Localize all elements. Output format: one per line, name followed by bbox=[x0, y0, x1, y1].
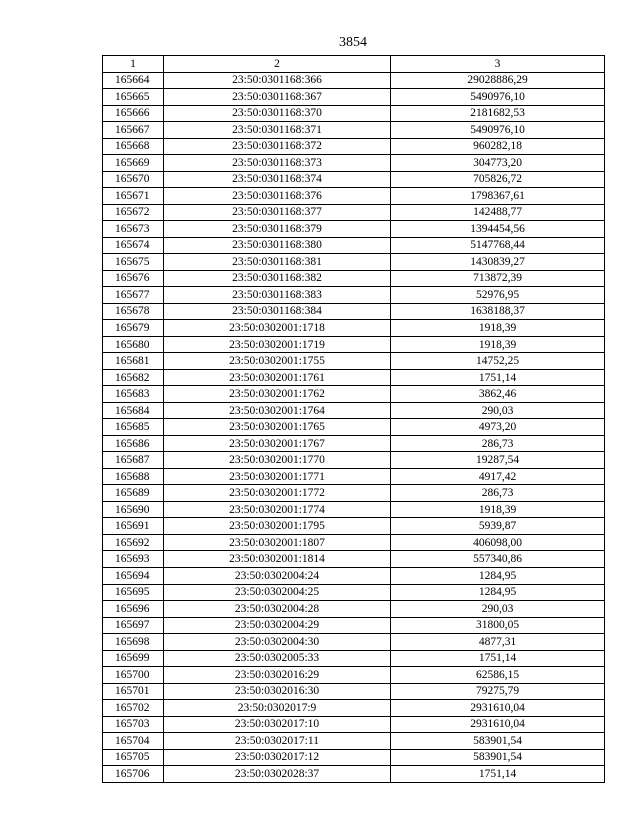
cadastral-value-cell: 3862,46 bbox=[391, 386, 605, 403]
cadastral-value-cell: 960282,18 bbox=[391, 138, 605, 155]
cadastral-value-cell: 1918,39 bbox=[391, 320, 605, 337]
row-number-cell: 165689 bbox=[103, 485, 164, 502]
row-number-cell: 165680 bbox=[103, 336, 164, 353]
row-number-cell: 165700 bbox=[103, 667, 164, 684]
table-row bbox=[103, 749, 605, 766]
cadastral-number-cell: 23:50:0302004:28 bbox=[164, 601, 391, 618]
table-row bbox=[103, 501, 605, 518]
cadastral-number-cell: 23:50:0301168:372 bbox=[164, 138, 391, 155]
cadastral-value-cell: 1284,95 bbox=[391, 567, 605, 584]
row-number-cell: 165679 bbox=[103, 320, 164, 337]
cadastral-number-cell: 23:50:0302001:1795 bbox=[164, 518, 391, 535]
cadastral-value-cell: 290,03 bbox=[391, 402, 605, 419]
table-row bbox=[103, 700, 605, 717]
cadastral-number-cell: 23:50:0302028:37 bbox=[164, 766, 391, 783]
cadastral-number-cell: 23:50:0301168:381 bbox=[164, 254, 391, 271]
table-row bbox=[103, 303, 605, 320]
cadastral-number-cell: 23:50:0301168:376 bbox=[164, 188, 391, 205]
row-number-cell: 165702 bbox=[103, 700, 164, 717]
cadastral-value-cell: 290,03 bbox=[391, 601, 605, 618]
table-row bbox=[103, 733, 605, 750]
row-number-cell: 165685 bbox=[103, 419, 164, 436]
table-row bbox=[103, 155, 605, 172]
row-number-cell: 165681 bbox=[103, 353, 164, 370]
cadastral-number-cell: 23:50:0302004:29 bbox=[164, 617, 391, 634]
cadastral-number-cell: 23:50:0302004:30 bbox=[164, 634, 391, 651]
cadastral-number-cell: 23:50:0301168:371 bbox=[164, 122, 391, 139]
row-number-cell: 165701 bbox=[103, 683, 164, 700]
table-row bbox=[103, 534, 605, 551]
cadastral-number-cell: 23:50:0302001:1767 bbox=[164, 435, 391, 452]
cadastral-number-cell: 23:50:0301168:373 bbox=[164, 155, 391, 172]
row-number-cell: 165692 bbox=[103, 534, 164, 551]
row-number-cell: 165697 bbox=[103, 617, 164, 634]
row-number-cell: 165668 bbox=[103, 138, 164, 155]
table-row bbox=[103, 567, 605, 584]
table-row bbox=[103, 683, 605, 700]
table-row bbox=[103, 634, 605, 651]
table-row bbox=[103, 369, 605, 386]
cadastral-value-cell: 5490976,10 bbox=[391, 122, 605, 139]
cadastral-number-cell: 23:50:0301168:377 bbox=[164, 204, 391, 221]
cadastral-number-cell: 23:50:0302001:1814 bbox=[164, 551, 391, 568]
row-number-cell: 165705 bbox=[103, 749, 164, 766]
cadastral-value-cell: 1751,14 bbox=[391, 766, 605, 783]
cadastral-value-cell: 5147768,44 bbox=[391, 237, 605, 254]
row-number-cell: 165690 bbox=[103, 501, 164, 518]
cadastral-number-cell: 23:50:0301168:383 bbox=[164, 287, 391, 304]
table-row bbox=[103, 402, 605, 419]
column-header-1: 1 bbox=[103, 56, 164, 73]
table-header-row bbox=[103, 56, 605, 73]
table-row bbox=[103, 336, 605, 353]
cadastral-number-cell: 23:50:0302004:24 bbox=[164, 567, 391, 584]
cadastral-value-cell: 5490976,10 bbox=[391, 89, 605, 106]
cadastral-number-cell: 23:50:0302016:29 bbox=[164, 667, 391, 684]
row-number-cell: 165686 bbox=[103, 435, 164, 452]
table-row bbox=[103, 386, 605, 403]
table-row bbox=[103, 254, 605, 271]
row-number-cell: 165676 bbox=[103, 270, 164, 287]
cadastral-number-cell: 23:50:0302004:25 bbox=[164, 584, 391, 601]
table-row bbox=[103, 188, 605, 205]
row-number-cell: 165693 bbox=[103, 551, 164, 568]
cadastral-value-table bbox=[102, 55, 605, 783]
table-row bbox=[103, 584, 605, 601]
table-row bbox=[103, 287, 605, 304]
table-row bbox=[103, 435, 605, 452]
cadastral-value-cell: 713872,39 bbox=[391, 270, 605, 287]
table-row bbox=[103, 716, 605, 733]
cadastral-value-cell: 304773,20 bbox=[391, 155, 605, 172]
table-row bbox=[103, 122, 605, 139]
cadastral-value-cell: 1918,39 bbox=[391, 336, 605, 353]
row-number-cell: 165691 bbox=[103, 518, 164, 535]
cadastral-number-cell: 23:50:0302001:1762 bbox=[164, 386, 391, 403]
cadastral-number-cell: 23:50:0301168:366 bbox=[164, 72, 391, 89]
cadastral-value-cell: 705826,72 bbox=[391, 171, 605, 188]
cadastral-value-cell: 19287,54 bbox=[391, 452, 605, 469]
cadastral-value-cell: 2931610,04 bbox=[391, 700, 605, 717]
table-row bbox=[103, 171, 605, 188]
cadastral-value-cell: 5939,87 bbox=[391, 518, 605, 535]
cadastral-number-cell: 23:50:0301168:382 bbox=[164, 270, 391, 287]
column-header-3: 3 bbox=[391, 56, 605, 73]
table-row bbox=[103, 419, 605, 436]
row-number-cell: 165666 bbox=[103, 105, 164, 122]
cadastral-value-cell: 1284,95 bbox=[391, 584, 605, 601]
cadastral-value-cell: 1798367,61 bbox=[391, 188, 605, 205]
row-number-cell: 165678 bbox=[103, 303, 164, 320]
cadastral-value-cell: 31800,05 bbox=[391, 617, 605, 634]
cadastral-value-cell: 2931610,04 bbox=[391, 716, 605, 733]
table-row bbox=[103, 617, 605, 634]
cadastral-value-cell: 29028886,29 bbox=[391, 72, 605, 89]
row-number-cell: 165695 bbox=[103, 584, 164, 601]
cadastral-value-cell: 557340,86 bbox=[391, 551, 605, 568]
cadastral-number-cell: 23:50:0301168:380 bbox=[164, 237, 391, 254]
table-row bbox=[103, 204, 605, 221]
cadastral-value-cell: 583901,54 bbox=[391, 733, 605, 750]
cadastral-number-cell: 23:50:0302001:1718 bbox=[164, 320, 391, 337]
table-row bbox=[103, 105, 605, 122]
row-number-cell: 165671 bbox=[103, 188, 164, 205]
cadastral-value-cell: 4877,31 bbox=[391, 634, 605, 651]
cadastral-number-cell: 23:50:0302017:9 bbox=[164, 700, 391, 717]
cadastral-value-cell: 1394454,56 bbox=[391, 221, 605, 238]
cadastral-value-cell: 583901,54 bbox=[391, 749, 605, 766]
table-row bbox=[103, 650, 605, 667]
table-row bbox=[103, 237, 605, 254]
cadastral-value-cell: 142488,77 bbox=[391, 204, 605, 221]
row-number-cell: 165664 bbox=[103, 72, 164, 89]
table-body bbox=[103, 72, 605, 782]
cadastral-number-cell: 23:50:0302016:30 bbox=[164, 683, 391, 700]
row-number-cell: 165694 bbox=[103, 567, 164, 584]
table-row bbox=[103, 270, 605, 287]
row-number-cell: 165683 bbox=[103, 386, 164, 403]
table-row bbox=[103, 138, 605, 155]
row-number-cell: 165699 bbox=[103, 650, 164, 667]
table-row bbox=[103, 452, 605, 469]
table-row bbox=[103, 551, 605, 568]
table-row bbox=[103, 518, 605, 535]
cadastral-number-cell: 23:50:0302001:1807 bbox=[164, 534, 391, 551]
cadastral-value-cell: 52976,95 bbox=[391, 287, 605, 304]
table-row bbox=[103, 320, 605, 337]
table-row bbox=[103, 667, 605, 684]
table-row bbox=[103, 221, 605, 238]
table-row bbox=[103, 353, 605, 370]
cadastral-number-cell: 23:50:0302001:1772 bbox=[164, 485, 391, 502]
cadastral-number-cell: 23:50:0301168:367 bbox=[164, 89, 391, 106]
cadastral-value-cell: 4917,42 bbox=[391, 468, 605, 485]
cadastral-value-cell: 286,73 bbox=[391, 435, 605, 452]
table-row bbox=[103, 601, 605, 618]
page-number: 3854 bbox=[339, 35, 367, 50]
cadastral-number-cell: 23:50:0302001:1764 bbox=[164, 402, 391, 419]
cadastral-value-cell: 1751,14 bbox=[391, 369, 605, 386]
row-number-cell: 165682 bbox=[103, 369, 164, 386]
cadastral-number-cell: 23:50:0302001:1770 bbox=[164, 452, 391, 469]
row-number-cell: 165677 bbox=[103, 287, 164, 304]
cadastral-value-cell: 2181682,53 bbox=[391, 105, 605, 122]
row-number-cell: 165687 bbox=[103, 452, 164, 469]
table-row bbox=[103, 485, 605, 502]
cadastral-value-cell: 1430839,27 bbox=[391, 254, 605, 271]
cadastral-value-cell: 406098,00 bbox=[391, 534, 605, 551]
cadastral-number-cell: 23:50:0302005:33 bbox=[164, 650, 391, 667]
cadastral-number-cell: 23:50:0302001:1774 bbox=[164, 501, 391, 518]
row-number-cell: 165704 bbox=[103, 733, 164, 750]
cadastral-number-cell: 23:50:0302001:1761 bbox=[164, 369, 391, 386]
row-number-cell: 165703 bbox=[103, 716, 164, 733]
cadastral-value-cell: 14752,25 bbox=[391, 353, 605, 370]
row-number-cell: 165684 bbox=[103, 402, 164, 419]
row-number-cell: 165675 bbox=[103, 254, 164, 271]
cadastral-value-cell: 1751,14 bbox=[391, 650, 605, 667]
row-number-cell: 165674 bbox=[103, 237, 164, 254]
cadastral-value-cell: 1638188,37 bbox=[391, 303, 605, 320]
cadastral-number-cell: 23:50:0302017:11 bbox=[164, 733, 391, 750]
row-number-cell: 165673 bbox=[103, 221, 164, 238]
cadastral-value-cell: 79275,79 bbox=[391, 683, 605, 700]
cadastral-value-cell: 4973,20 bbox=[391, 419, 605, 436]
row-number-cell: 165696 bbox=[103, 601, 164, 618]
row-number-cell: 165670 bbox=[103, 171, 164, 188]
cadastral-number-cell: 23:50:0302001:1771 bbox=[164, 468, 391, 485]
cadastral-number-cell: 23:50:0302001:1755 bbox=[164, 353, 391, 370]
row-number-cell: 165669 bbox=[103, 155, 164, 172]
cadastral-number-cell: 23:50:0302017:12 bbox=[164, 749, 391, 766]
cadastral-number-cell: 23:50:0302001:1719 bbox=[164, 336, 391, 353]
cadastral-number-cell: 23:50:0302001:1765 bbox=[164, 419, 391, 436]
table-row bbox=[103, 72, 605, 89]
row-number-cell: 165698 bbox=[103, 634, 164, 651]
column-header-2: 2 bbox=[164, 56, 391, 73]
table-row bbox=[103, 468, 605, 485]
cadastral-number-cell: 23:50:0301168:384 bbox=[164, 303, 391, 320]
row-number-cell: 165665 bbox=[103, 89, 164, 106]
cadastral-number-cell: 23:50:0301168:374 bbox=[164, 171, 391, 188]
row-number-cell: 165667 bbox=[103, 122, 164, 139]
cadastral-value-cell: 1918,39 bbox=[391, 501, 605, 518]
row-number-cell: 165688 bbox=[103, 468, 164, 485]
row-number-cell: 165672 bbox=[103, 204, 164, 221]
cadastral-number-cell: 23:50:0301168:370 bbox=[164, 105, 391, 122]
cadastral-number-cell: 23:50:0302017:10 bbox=[164, 716, 391, 733]
table-row bbox=[103, 89, 605, 106]
cadastral-value-cell: 62586,15 bbox=[391, 667, 605, 684]
table-row bbox=[103, 766, 605, 783]
cadastral-value-cell: 286,73 bbox=[391, 485, 605, 502]
cadastral-number-cell: 23:50:0301168:379 bbox=[164, 221, 391, 238]
row-number-cell: 165706 bbox=[103, 766, 164, 783]
